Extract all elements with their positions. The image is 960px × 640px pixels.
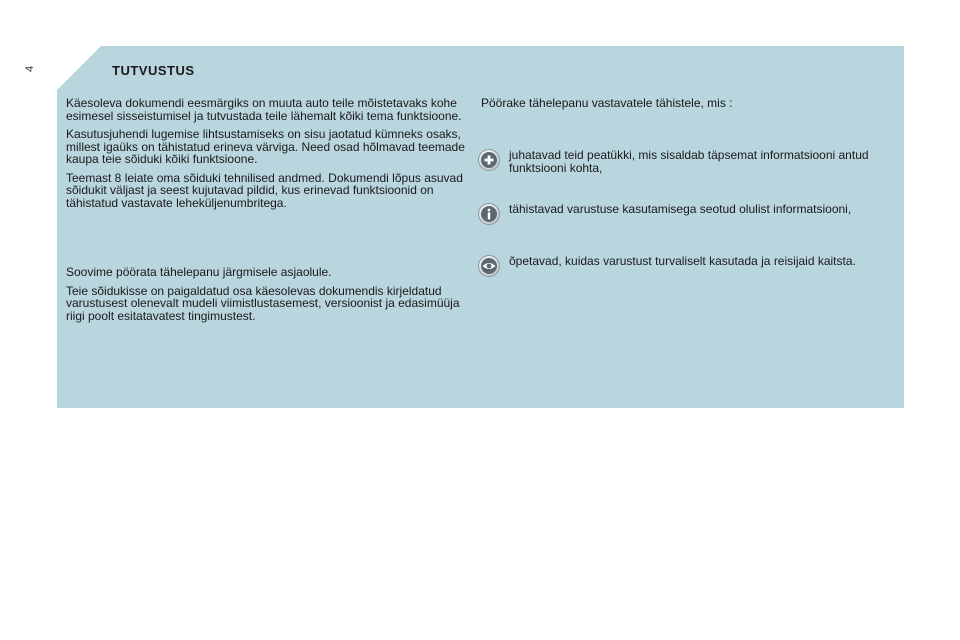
symbol-text-important: tähistavad varustuse kasutamisega seotud olulist informatsiooni, xyxy=(509,202,852,216)
left-column xyxy=(66,97,466,328)
paragraph-purpose: Käesoleva dokumendi eesmärgiks on muuta auto teile mõistetavaks kohe esimesel sisseistumisel ja tutvustada teile lähemalt kõiki tema funktsioone. xyxy=(66,96,462,123)
section-title: TUTVUSTUS xyxy=(112,63,195,78)
paragraph-attention: Soovime pöörata tähelepanu järgmisele asjaolule. xyxy=(66,265,332,279)
page-number: 4 xyxy=(24,65,36,72)
symbol-text-reference: juhatavad teid peatükki, mis sisaldab täpsemat informatsiooni antud funktsiooni kohta, xyxy=(509,148,869,175)
paragraph-technical-data: Teemast 8 leiate oma sõiduki tehnilised andmed. Dokumendi lõpus asuvad sõidukit väljast ja seest kujutavad pildid, kus erinevad funktsioonid on tähistatud vastavate leheküljenumbritega. xyxy=(66,170,463,210)
info-icon xyxy=(478,203,500,225)
eye-icon xyxy=(478,255,500,277)
symbols-intro: Pöörake tähelepanu vastavatele tähistele, mis : xyxy=(481,96,733,110)
paragraph-equipment: Teie sõidukisse on paigaldatud osa käesolevas dokumendis kirjeldatud varustusest olenevalt mudeli viimistlustasemest, versioonist ja edasimüüja riigi poolt esitatavatest tingimustest. xyxy=(66,283,460,323)
paragraph-structure: Kasutusjuhendi lugemise lihtsustamiseks on sisu jaotatud kümneks osaks, millest igaüks on tähistatud erineva värviga. Need osad hõlmavad teemade kaupa teie sõiduki kõiki funktsioone. xyxy=(66,127,465,166)
plus-icon xyxy=(478,149,500,171)
symbol-text-safety: õpetavad, kuidas varustust turvaliselt kasutada ja reisijaid kaitsta. xyxy=(509,254,856,268)
spacer xyxy=(66,215,466,266)
